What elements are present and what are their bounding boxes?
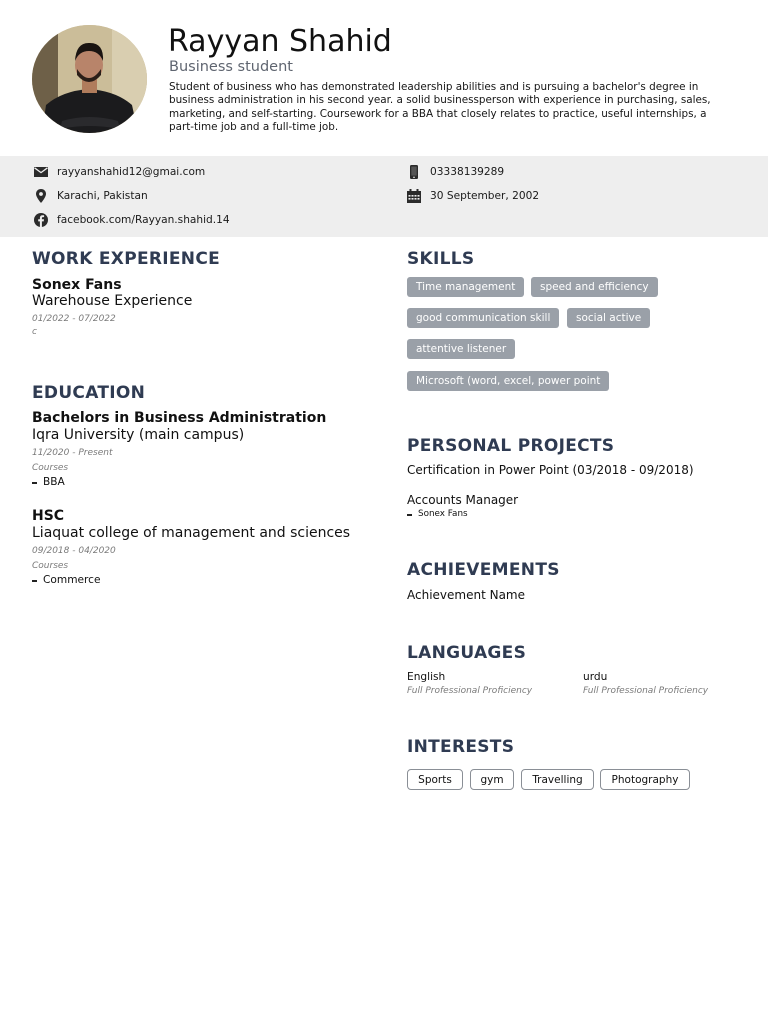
- language-level: Full Professional Proficiency: [583, 686, 709, 696]
- achievement-item: Achievement Name: [407, 588, 526, 602]
- contact-band: [0, 156, 768, 237]
- envelope-icon: [33, 164, 49, 180]
- education-school: Liaquat college of management and sciences: [32, 525, 351, 541]
- work-role: Sonex Fans: [32, 277, 122, 293]
- skill-tag: speed and efficiency: [531, 277, 658, 297]
- work-experience-heading: WORK EXPERIENCE: [32, 249, 221, 269]
- facebook-text: facebook.com/Rayyan.shahid.14: [57, 214, 230, 226]
- skill-tag: good communication skill: [407, 308, 559, 328]
- education-dates: 11/2020 - Present: [32, 448, 113, 458]
- candidate-title: Business student: [169, 59, 293, 75]
- profile-summary: Student of business who has demonstrated leadership abilities and is pursuing a bachelor's degree in business administration in his second year. a solid businessperson with experience in purchasing, sales, marketing, and self-starting. Coursework for a BBA that closely relates to practice, useful internships, a part-time job and a full-time job.: [169, 81, 711, 133]
- calendar-icon: [406, 188, 422, 204]
- education-school: Iqra University (main campus): [32, 427, 245, 443]
- profile-photo: [32, 25, 147, 133]
- facebook-icon: [33, 212, 49, 228]
- skill-tag: Time management: [407, 277, 524, 297]
- education-heading: EDUCATION: [32, 383, 146, 403]
- languages-heading: LANGUAGES: [407, 643, 527, 663]
- courses-label: Courses: [32, 463, 69, 473]
- project-title: Accounts Manager: [407, 493, 519, 507]
- interests-heading: INTERESTS: [407, 737, 515, 757]
- interest-tag: Travelling: [521, 769, 594, 790]
- project-title: Certification in Power Point (03/2018 - 09/2018): [407, 463, 694, 477]
- profile-photo-graphic: [32, 25, 147, 133]
- language-name: English: [407, 671, 446, 683]
- language-name: urdu: [583, 671, 608, 683]
- contact-birthdate: [406, 188, 539, 204]
- courses-label: Courses: [32, 561, 69, 571]
- work-dates: 01/2022 - 07/2022: [32, 314, 116, 324]
- education-dates: 09/2018 - 04/2020: [32, 546, 116, 556]
- interest-tag: Photography: [600, 769, 690, 790]
- contact-location: [33, 188, 148, 204]
- education-degree: Bachelors in Business Administration: [32, 410, 327, 426]
- interest-tag: gym: [470, 769, 514, 790]
- project-bullet: [407, 514, 412, 516]
- birthdate-text: 30 September, 2002: [430, 190, 540, 202]
- course-bullet: [32, 580, 37, 582]
- course-item: Commerce: [43, 574, 101, 586]
- work-note: c: [32, 327, 37, 337]
- course-bullet: [32, 482, 37, 484]
- language-level: Full Professional Proficiency: [407, 686, 533, 696]
- work-company: Warehouse Experience: [32, 293, 193, 309]
- achievements-heading: ACHIEVEMENTS: [407, 560, 560, 580]
- mobile-phone-icon: [406, 164, 422, 180]
- resume-header: [0, 0, 768, 156]
- project-detail: Sonex Fans: [418, 509, 468, 519]
- email-text: rayyanshahid12@gmai.com: [57, 166, 206, 178]
- phone-text: 03338139289: [430, 166, 505, 178]
- skill-tag: social active: [567, 308, 650, 328]
- course-item: BBA: [43, 476, 65, 488]
- skill-tag: attentive listener: [407, 339, 515, 359]
- contact-email[interactable]: [33, 164, 205, 180]
- contact-facebook[interactable]: [33, 212, 230, 228]
- location-text: Karachi, Pakistan: [57, 190, 148, 202]
- interest-tag: Sports: [407, 769, 463, 790]
- personal-projects-heading: PERSONAL PROJECTS: [407, 436, 615, 456]
- contact-phone[interactable]: [406, 164, 504, 180]
- map-pin-icon: [33, 188, 49, 204]
- skill-tag: Microsoft (word, excel, power point: [407, 371, 609, 391]
- education-degree: HSC: [32, 508, 65, 524]
- candidate-name: Rayyan Shahid: [168, 24, 392, 59]
- skills-heading: SKILLS: [407, 249, 475, 269]
